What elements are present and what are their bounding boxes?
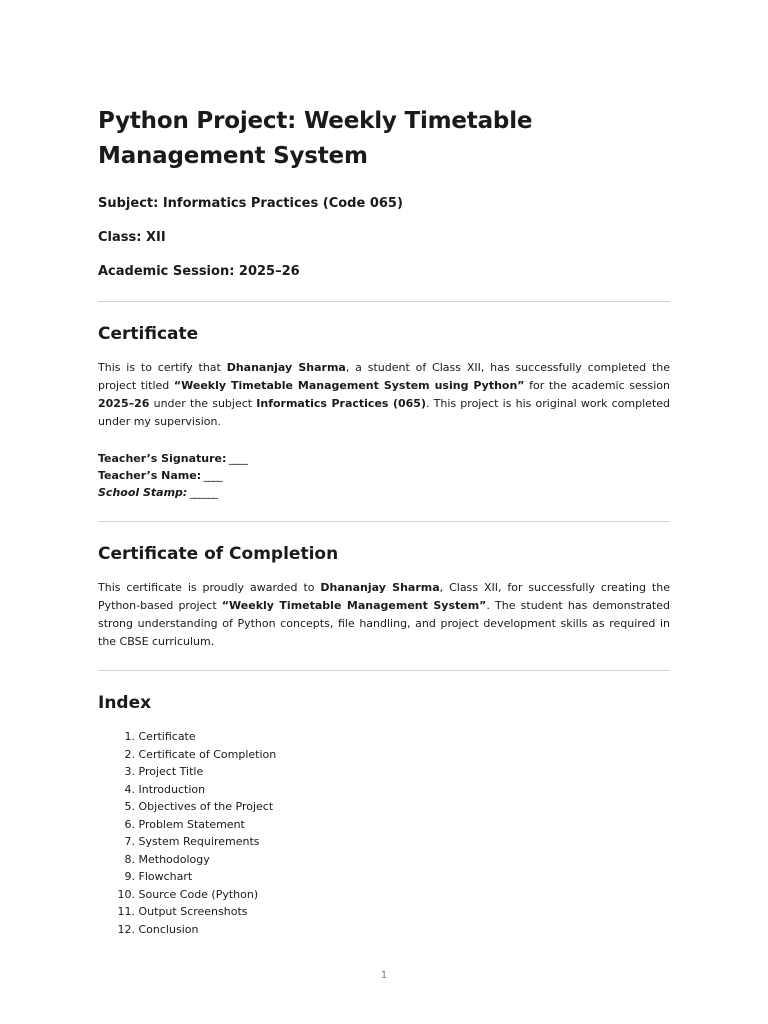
index-heading: Index: [98, 693, 152, 713]
index-item: [98, 886, 670, 904]
class-line: Class: XII: [98, 230, 166, 245]
index-list: [98, 728, 670, 938]
certificate-text-a: This is to certify that: [98, 361, 227, 374]
subject-line: Subject: Informatics Practices (Code 065): [98, 196, 403, 211]
section-divider: [98, 521, 670, 522]
teacher-signature-label: Teacher’s Signature:: [98, 452, 227, 465]
project-title: “Weekly Timetable Management System using Python”: [173, 379, 525, 392]
index-item-label: Problem Statement: [138, 817, 245, 831]
index-item-number: 10.: [117, 887, 135, 901]
teacher-name-label: Teacher’s Name:: [98, 469, 202, 482]
index-item: [98, 781, 670, 799]
document-page: [98, 104, 670, 938]
index-item-label: Objectives of the Project: [138, 800, 274, 813]
session-value: 2025–26: [98, 397, 150, 410]
section-divider: [98, 670, 670, 671]
index-item-number: 1.: [124, 730, 135, 743]
completion-paragraph: [98, 579, 670, 651]
teacher-name-blank: ____: [201, 469, 222, 482]
index-item-number: 3.: [124, 765, 135, 778]
school-stamp-label: School Stamp:: [98, 486, 188, 499]
index-item-label: Conclusion: [138, 922, 199, 936]
completion-heading: Certificate of Completion: [98, 544, 339, 564]
index-item-number: 4.: [124, 782, 135, 796]
completion-text-a: This certificate is proudly awarded to: [98, 581, 321, 594]
teacher-name-line: [98, 467, 670, 484]
index-item-label: System Requirements: [138, 835, 260, 848]
teacher-signature-line: [98, 450, 670, 467]
index-item-number: 2.: [124, 747, 135, 761]
index-item-number: 9.: [124, 870, 135, 883]
school-stamp-line: [98, 484, 670, 501]
school-stamp-blank: ______: [187, 486, 217, 499]
index-item-number: 7.: [124, 835, 135, 848]
section-divider: [98, 301, 670, 302]
completion-project-title: “Weekly Timetable Management System”: [221, 599, 487, 612]
index-item: [98, 728, 670, 746]
index-item-number: 6.: [124, 817, 135, 831]
certificate-text-d: under the subject: [149, 397, 257, 410]
certificate-heading: Certificate: [98, 324, 199, 344]
index-item-number: 11.: [117, 905, 135, 918]
index-item: [98, 816, 670, 834]
index-item-number: 12.: [117, 922, 135, 936]
teacher-signature-blank: ____: [226, 452, 247, 465]
index-item-number: 8.: [124, 852, 135, 866]
document-title: Python Project: Weekly Timetable Management System: [98, 108, 533, 169]
index-item-label: Introduction: [138, 782, 206, 796]
index-item-label: Source Code (Python): [138, 887, 259, 901]
index-item-label: Flowchart: [138, 870, 193, 883]
index-item: [98, 851, 670, 869]
index-item-label: Certificate of Completion: [138, 747, 277, 761]
subject-value: Informatics Practices (065): [256, 397, 426, 410]
index-item: [98, 868, 670, 886]
index-item: [98, 921, 670, 939]
completion-text-c: . The student has demonstrated strong understanding of Python concepts, file handling, and project development skills as required in the CBSE curriculum.: [98, 599, 670, 648]
index-item-label: Certificate: [138, 730, 196, 743]
index-item-number: 5.: [124, 800, 135, 813]
index-item-label: Output Screenshots: [138, 905, 248, 918]
page-number: 1: [380, 970, 388, 981]
completion-text-b: , Class XII, for successfully creating the Python-based project: [98, 581, 670, 612]
certificate-text-c: for the academic session: [524, 379, 670, 392]
certificate-paragraph: [98, 359, 670, 431]
certificate-text-b: , a student of Class XII, has successfully completed the project titled: [98, 361, 671, 392]
index-item-label: Project Title: [138, 765, 204, 778]
index-item: [98, 746, 670, 764]
session-line: Academic Session: 2025–26: [98, 264, 300, 279]
index-item: [98, 798, 670, 816]
index-item: [98, 903, 670, 921]
completion-student-name: Dhananjay Sharma: [320, 581, 440, 594]
certificate-text-e: . This project is his original work completed under my supervision.: [98, 397, 671, 428]
student-name: Dhananjay Sharma: [226, 361, 346, 374]
index-item: [98, 763, 670, 781]
index-item: [98, 833, 670, 851]
index-item-label: Methodology: [138, 852, 210, 866]
